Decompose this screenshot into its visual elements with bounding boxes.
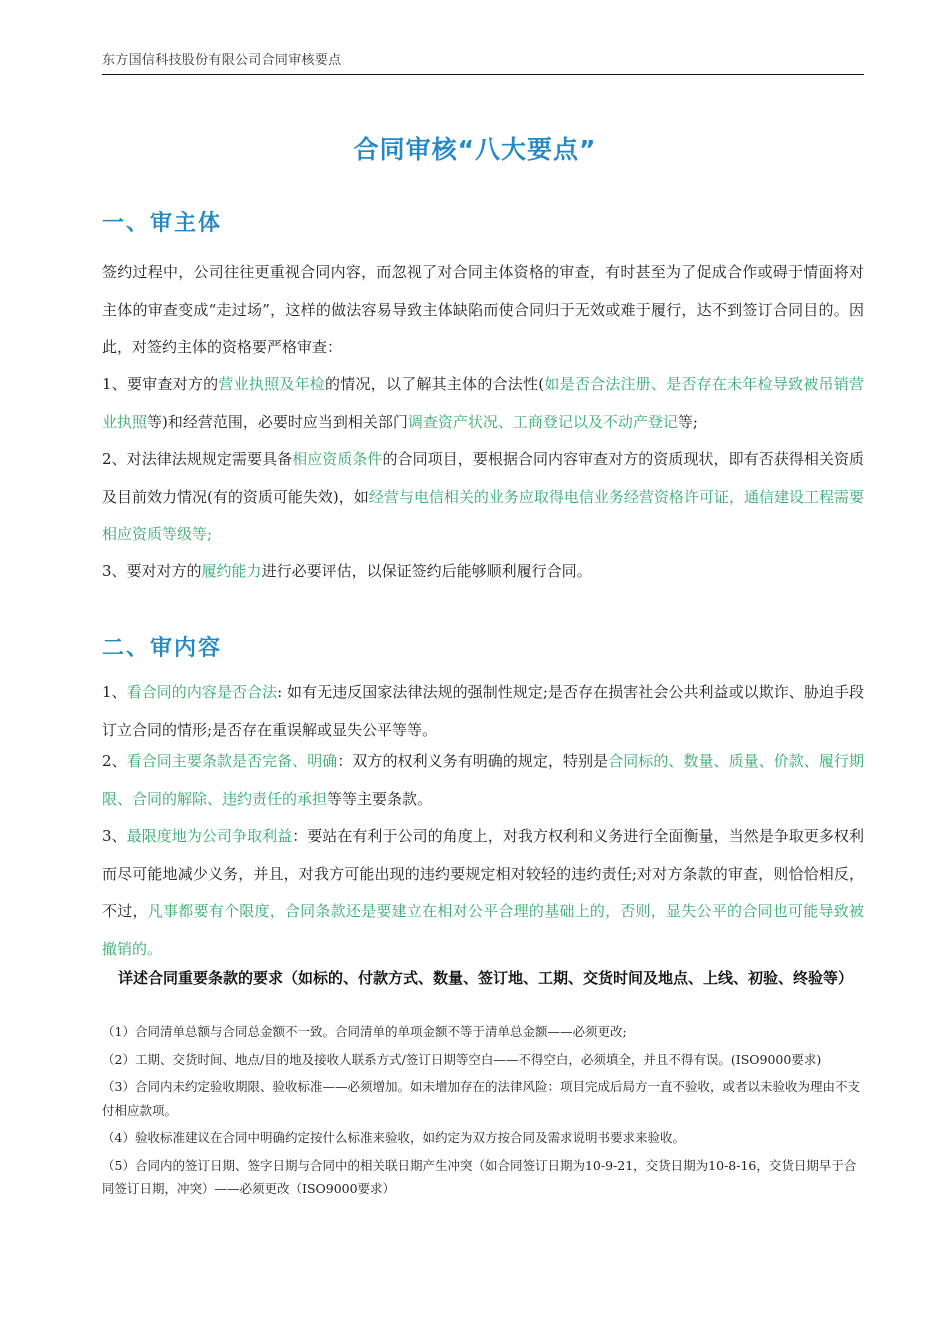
section-heading-content: 二、审内容: [102, 636, 223, 661]
highlight-run: 看合同的内容是否合法: [126, 683, 278, 701]
document-title: 合同审核“八大要点”: [353, 135, 597, 164]
text-run: 3、要对对方的: [102, 562, 202, 580]
highlight-run: 营业执照及年检: [218, 375, 326, 393]
section-heading-subject: 一、审主体: [102, 211, 223, 236]
requirement-item: （1）合同清单总额与合同总金额不一致。合同清单的单项金额不等于清单总金额——必须更改;: [102, 1024, 627, 1039]
text-run: 2、对法律法规规定需要具备: [102, 450, 293, 468]
section1-item-3: [102, 553, 864, 591]
text-run: 1、要审查对方的: [102, 375, 219, 393]
section2-item-2: [102, 743, 864, 818]
highlight-run: 相应资质条件: [292, 450, 383, 468]
highlight-run: 合同标的、数量、质量、价款、履行期限、合同的解除、违约责任的承担: [102, 752, 864, 808]
text-run: 2、: [102, 752, 127, 770]
text-run: 进行必要评估，以保证签约后能够顺利履行合同。: [261, 562, 592, 580]
requirement-item: （3）合同内未约定验收期限、验收标准——必须增加。如未增加存在的法律风险：项目完成后局方一直不验收，或者以未验收为理由不支付相应款项。: [102, 1079, 860, 1118]
section2-item-1: [102, 674, 864, 749]
section1-item-2: [102, 441, 864, 554]
highlight-run: 最限度地为公司争取利益: [126, 827, 293, 845]
text-run: 的合同项目，要根据合同内容审查对方的资质现状，即有否获得相关资质及目前效力情况(有的资质可能失效)，如: [102, 450, 864, 506]
page-header: [102, 52, 864, 75]
requirements-heading: 详述合同重要条款的要求（如标的、付款方式、数量、签订地、工期、交货时间及地点、上线、初验、终验等）: [118, 969, 854, 987]
text-run: ：要站在有利于公司的角度上，对我方权利和义务进行全面衡量，当然是争取更多权利而尽可能地减少义务，并且，对我方可能出现的违约要规定相对较轻的违约责任;对对方条款的审查，则恰恰相反，不过，: [102, 827, 864, 920]
section1-intro: 签约过程中，公司往往更重视合同内容，而忽视了对合同主体资格的审查，有时甚至为了促成合作或碍于情面将对主体的审查变成“走过场”，这样的做法容易导致主体缺陷而使合同归于无效或难于履行，达不到签订合同目的。因此，对签约主体的资格要严格审查：: [102, 263, 864, 356]
highlight-run: 看合同主要条款是否完备、明确: [126, 752, 338, 770]
text-run: 等;: [677, 412, 698, 431]
text-run: : 如有无违反国家法律法规的强制性规定;是否存在损害社会公共利益或以欺诈、胁迫手段订立合同的情形;是否存在重误解或显失公平等等。: [102, 683, 864, 739]
requirement-item: （4）验收标准建议在合同中明确约定按什么标准来验收，如约定为双方按合同及需求说明书要求来验收。: [102, 1130, 685, 1145]
requirement-item: （2）工期、交货时间、地点/目的地及接收人联系方式/签订日期等空白——不得空白，必须填全，并且不得有误。(ISO9000要求): [102, 1051, 822, 1067]
highlight-run: 如是否合法注册、是否存在未年检导致被吊销营业执照: [102, 375, 864, 431]
section2-item-3: [102, 818, 864, 968]
text-run: 3、: [102, 827, 127, 845]
text-run: 等)和经营范围，必要时应当到相关部门: [147, 412, 408, 431]
text-run: 的情况，以了解其主体的合法性(: [325, 375, 545, 393]
requirements-list: [102, 1020, 864, 1205]
highlight-run: 调查资产状况、工商登记以及不动产登记: [407, 412, 678, 431]
section1-item-1: [102, 366, 864, 441]
highlight-run: 凡事都要有个限度，合同条款还是要建立在相对公平合理的基础上的，否则，显失公平的合同也可能导致被撤销的。: [102, 902, 864, 958]
text-run: 1、: [102, 683, 127, 701]
text-run: ：双方的权利义务有明确的规定，特别是: [337, 752, 609, 770]
header-text: 东方国信科技股份有限公司合同审核要点: [102, 53, 342, 68]
requirement-item: （5）合同内的签订日期、签字日期与合同中的相关联日期产生冲突（如合同签订日期为10-9-21，交货日期为10-8-16，交货日期早于合同签订日期，冲突）——必须更改（ISO9000要求）: [102, 1157, 857, 1196]
highlight-run: 履约能力: [201, 562, 262, 580]
text-run: 等等主要条款。: [327, 789, 433, 808]
highlight-run: 经营与电信相关的业务应取得电信业务经营资格许可证，通信建设工程需要相应资质等级等;: [102, 487, 864, 543]
